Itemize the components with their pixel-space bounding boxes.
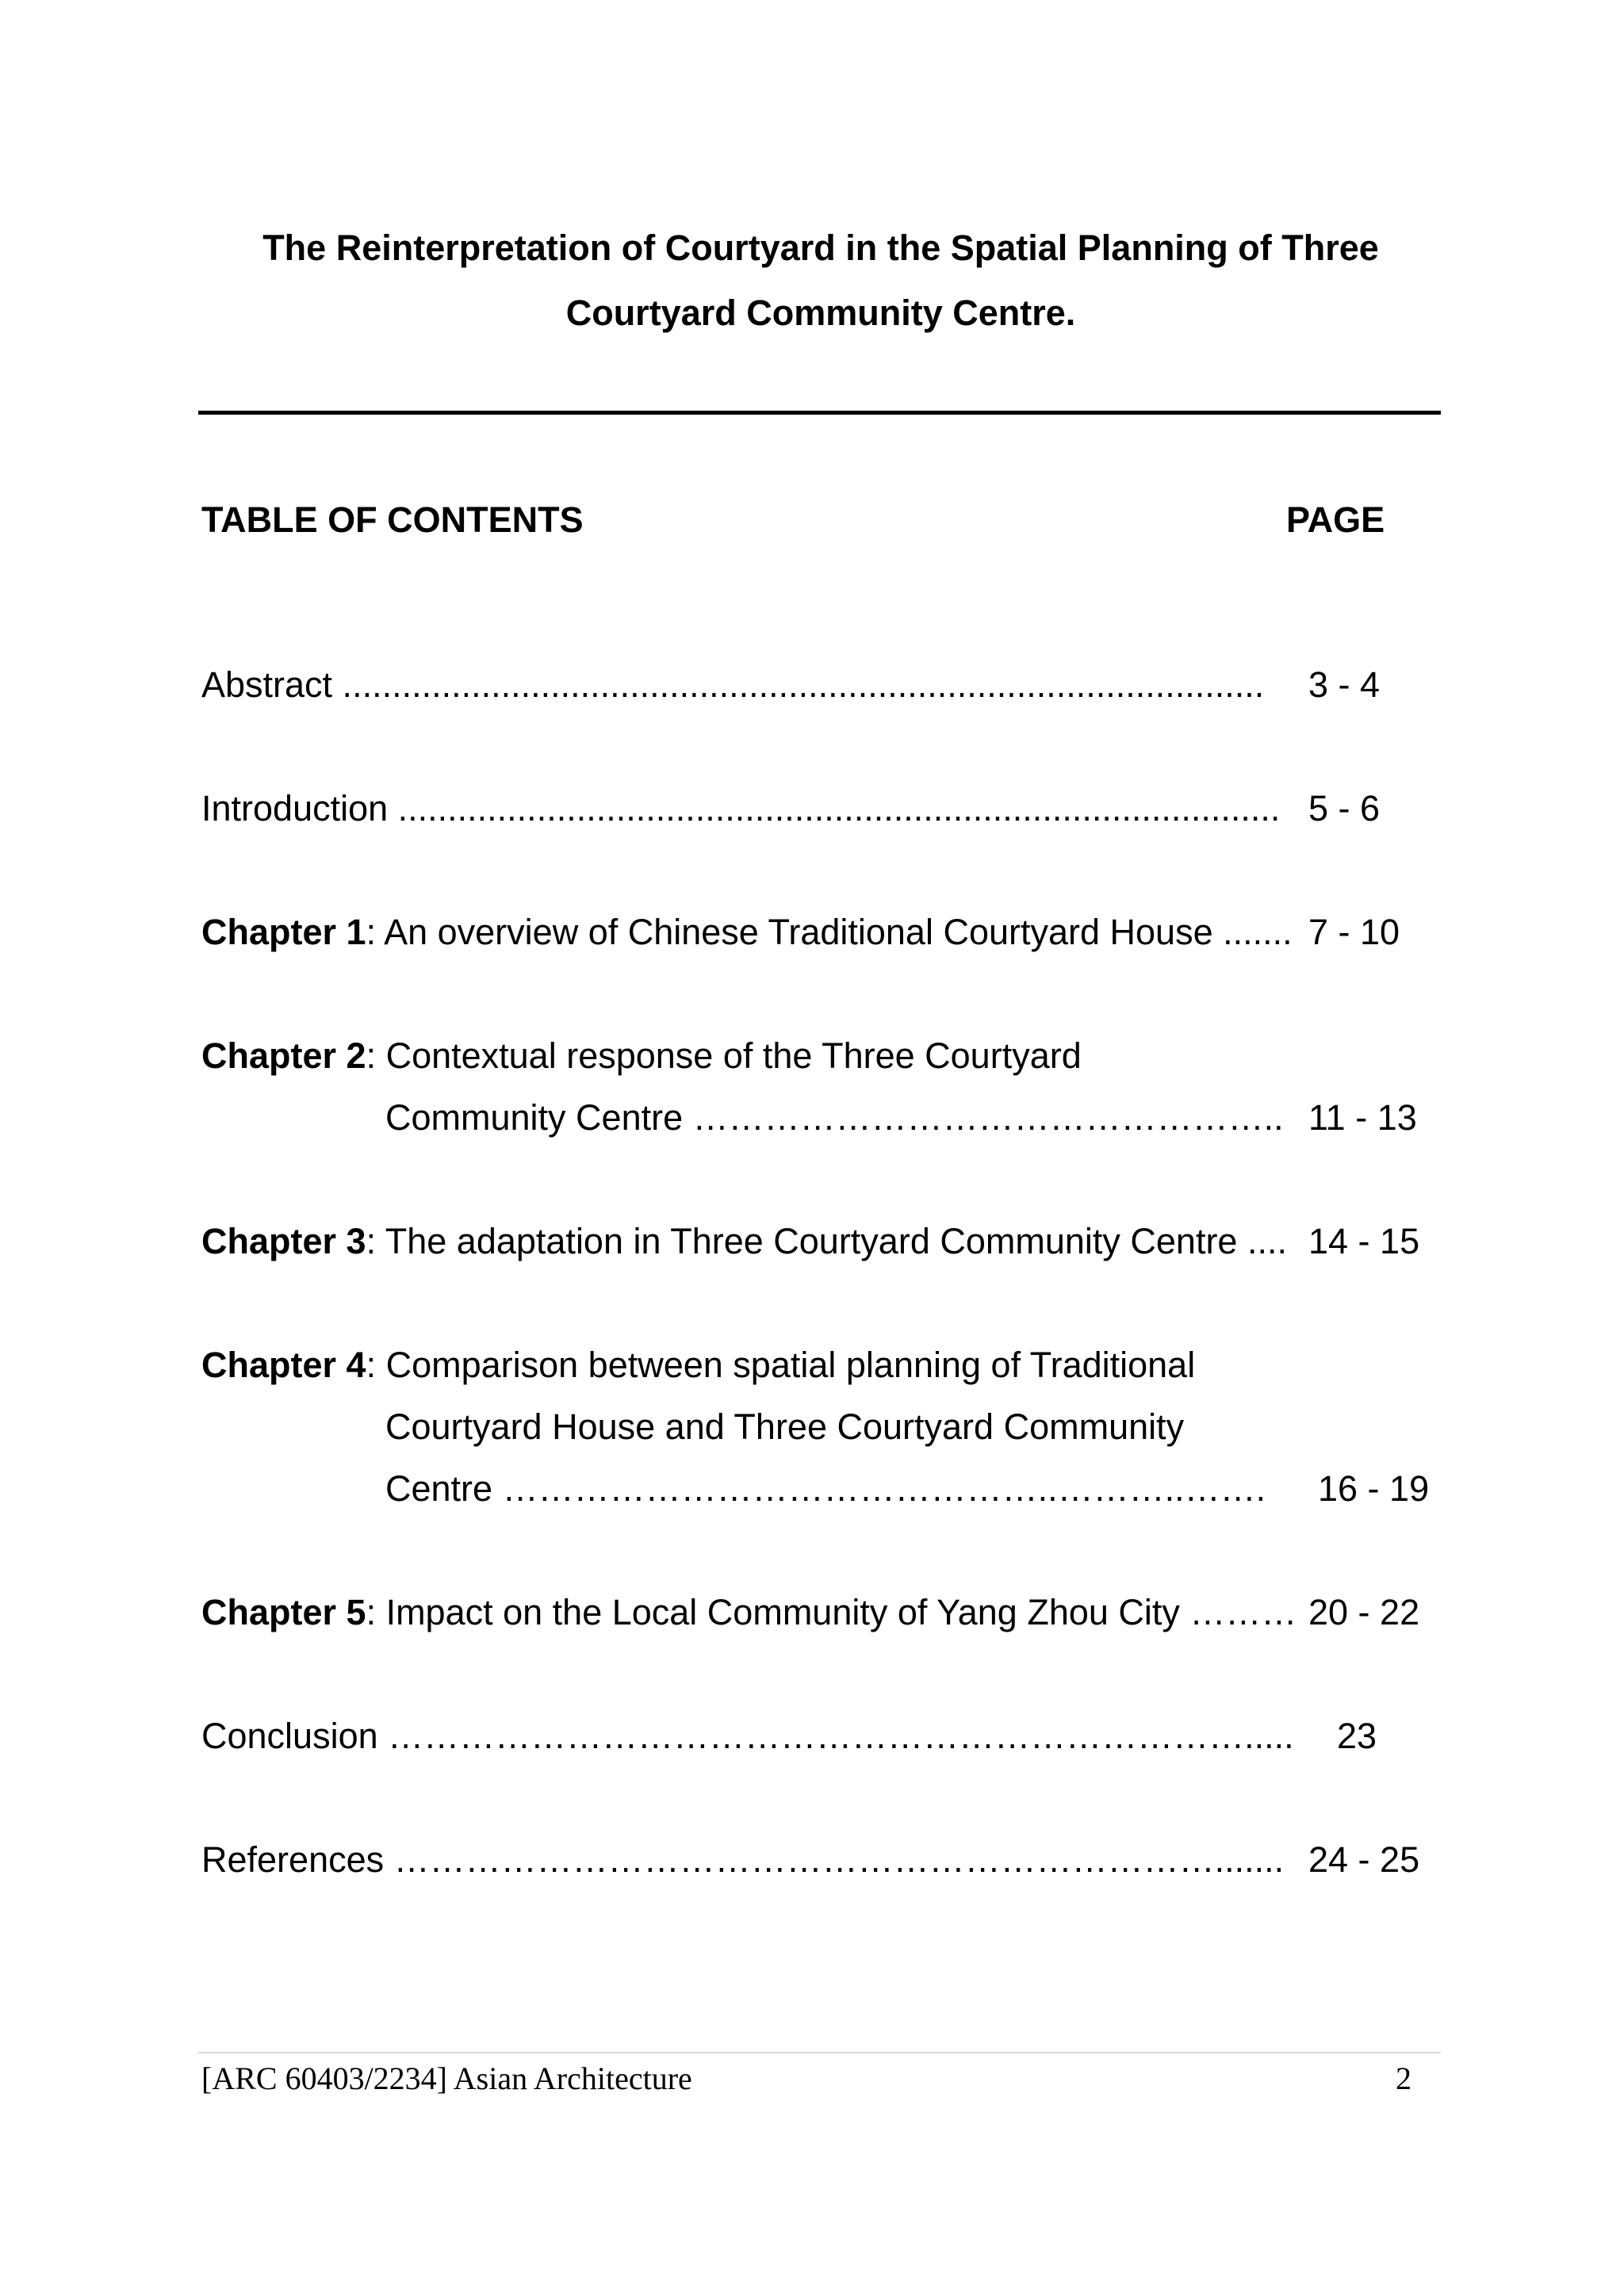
- toc-page-chapter-5: 20 - 22: [1308, 1592, 1420, 1632]
- chapter-label: Chapter 2: [201, 1035, 366, 1076]
- toc-page-conclusion: 23: [1337, 1716, 1377, 1756]
- toc-entry-chapter-2: [201, 1025, 1284, 1149]
- toc-page-chapter-3: 14 - 15: [1308, 1221, 1420, 1261]
- toc-entry-conclusion: [201, 1705, 1294, 1767]
- title-divider: [198, 411, 1441, 415]
- chapter-label: Chapter 3: [201, 1221, 366, 1261]
- chapter-label: Chapter 1: [201, 912, 366, 952]
- toc-entry-text: : Contextual response of the Three Courtyard: [366, 1035, 1082, 1076]
- footer-divider: [198, 2052, 1441, 2053]
- toc-entry-abstract: [201, 654, 1264, 716]
- footer-page-number: 2: [1396, 2061, 1411, 2096]
- toc-entry-chapter-3: [201, 1211, 1287, 1272]
- toc-entry-text-continued: Centre ………………………………………..………..…….: [385, 1468, 1266, 1509]
- toc-page-introduction: 5 - 6: [1308, 788, 1381, 828]
- toc-page-abstract: 3 - 4: [1308, 664, 1381, 705]
- toc-heading: TABLE OF CONTENTS: [201, 499, 584, 540]
- toc-page-chapter-4: 16 - 19: [1318, 1468, 1430, 1509]
- toc-entry-chapter-1: [201, 901, 1293, 963]
- toc-entry-references: [201, 1829, 1284, 1891]
- toc-entry-text-continued: Courtyard House and Three Courtyard Community: [385, 1406, 1185, 1447]
- toc-page-chapter-1: 7 - 10: [1308, 912, 1400, 952]
- toc-page-heading: PAGE: [1286, 499, 1385, 540]
- toc-entry-text: : The adaptation in Three Courtyard Community Centre ....: [366, 1221, 1287, 1261]
- toc-entry-chapter-5: [201, 1582, 1297, 1644]
- toc-entry-chapter-4: [201, 1334, 1266, 1520]
- toc-entry-text: : Comparison between spatial planning of Traditional: [366, 1345, 1196, 1385]
- toc-entry-text: Introduction .........................................................................................: [201, 788, 1281, 828]
- toc-entry-text: Abstract .............................................................................................: [201, 664, 1265, 705]
- document-title: [198, 216, 1443, 346]
- toc-entry-introduction: [201, 778, 1280, 840]
- toc-entry-text: Conclusion ……………………………………………………………….....: [201, 1716, 1294, 1756]
- footer-course: [ARC 60403/2234] Asian Architecture: [201, 2061, 692, 2096]
- chapter-label: Chapter 4: [201, 1345, 366, 1385]
- toc-entry-text: : An overview of Chinese Traditional Courtyard House .......: [366, 912, 1293, 952]
- toc-entry-text: References …………………………………………………………….......: [201, 1839, 1285, 1880]
- toc-page-references: 24 - 25: [1308, 1839, 1420, 1880]
- toc-entry-text: : Impact on the Local Community of Yang Zhou City ………: [366, 1592, 1297, 1632]
- chapter-label: Chapter 5: [201, 1592, 366, 1632]
- toc-page-chapter-2: 11 - 13: [1308, 1097, 1417, 1138]
- toc-entry-text-continued: Community Centre …………………………………………..: [385, 1097, 1284, 1138]
- document-title-line-1: The Reinterpretation of Courtyard in the Spatial Planning of Three: [262, 228, 1379, 268]
- document-title-line-2: Courtyard Community Centre.: [565, 293, 1076, 333]
